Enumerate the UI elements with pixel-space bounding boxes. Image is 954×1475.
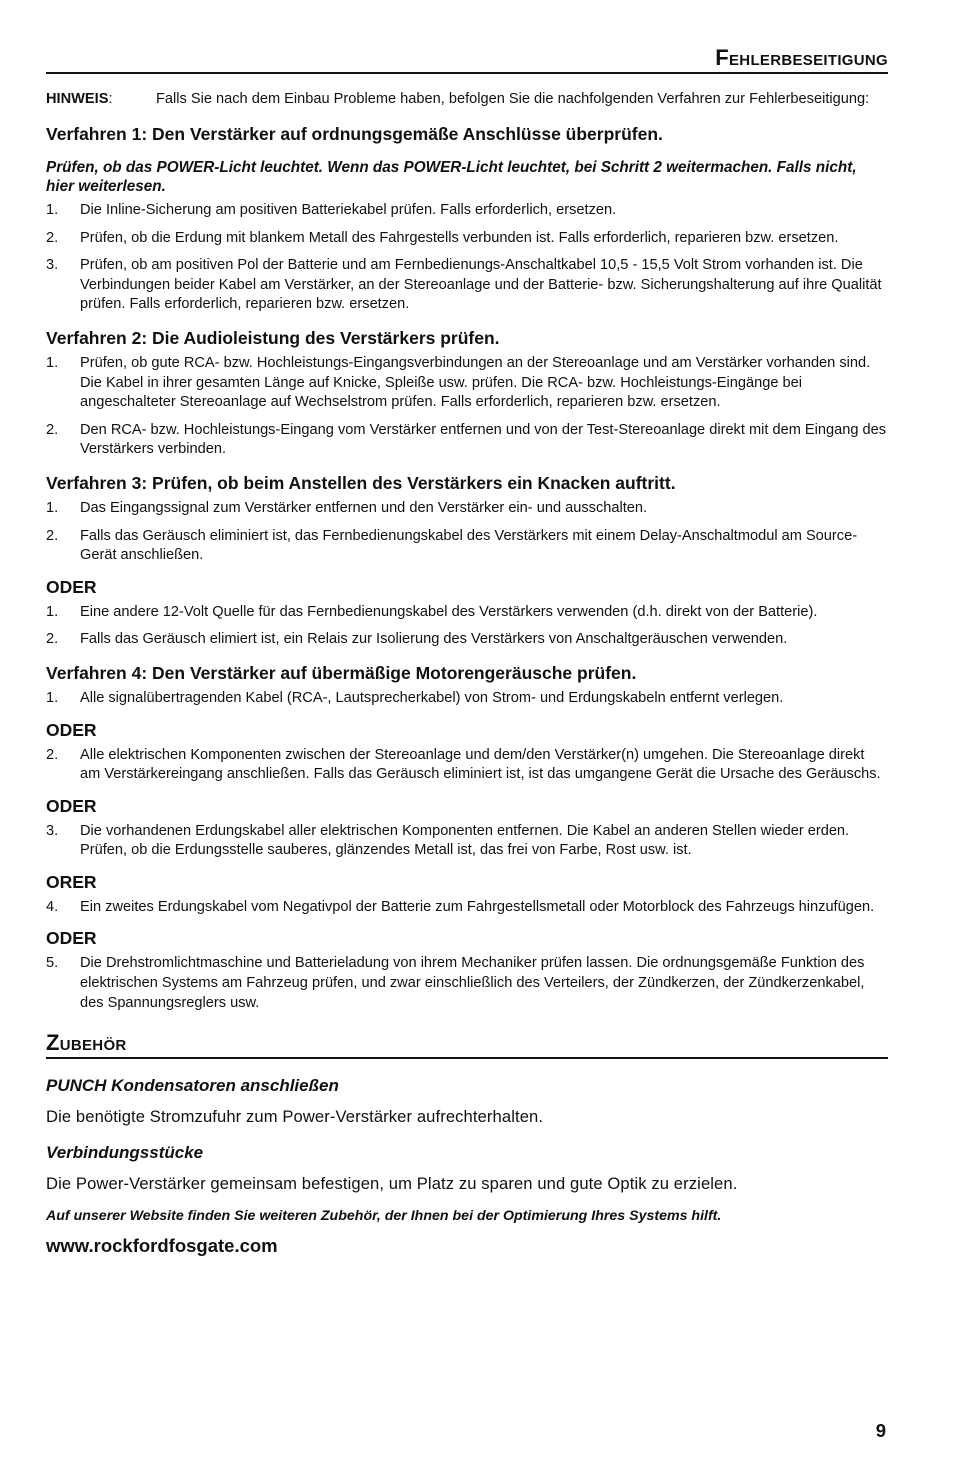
accessories-website-note: Auf unserer Website finden Sie weiteren Zubehör, der Ihnen bei der Optimierung Ihres Systems hilft. <box>46 1208 722 1225</box>
step-text: Die vorhandenen Erdungskabel aller elektrischen Komponenten entfernen. Die Kabel an anderen Stellen wieder erden. Prüfen, ob die Erdungsstelle sauberes, glänzendes Metall ist, das frei von Farbe, Rost usw. ist. <box>80 822 850 859</box>
or-label: ODER <box>46 719 97 740</box>
manual-page <box>46 0 888 1257</box>
list-item <box>46 201 888 221</box>
step-text: Die Drehstromlichtmaschine und Batterieladung von ihrem Mechaniker prüfen lassen. Die ordnungsgemäße Funktion des elektrischen Systems am Fahrzeug prüfen, und zwar einschließlich des Verteilers, der Zündkerzen, der Zündkerzenkabel, des Spannungsreglers usw. <box>80 955 865 1011</box>
step-text: Falls das Geräusch eliminiert ist, das Fernbedienungskabel des Verstärkers mit einem Delay-Anschaltmodul am Source-Gerät anschließen. <box>80 527 858 564</box>
website-link[interactable]: www.rockfordfosgate.com <box>46 1235 278 1257</box>
page-number: 9 <box>875 1420 886 1441</box>
procedure-4-step-3 <box>46 822 888 861</box>
list-item <box>46 229 888 249</box>
step-number: 1. <box>46 689 59 706</box>
list-item <box>46 898 888 918</box>
or-label: ODER <box>46 928 97 949</box>
procedure-4-step-4 <box>46 898 888 918</box>
list-item <box>46 746 888 785</box>
list-item <box>46 630 888 650</box>
step-number: 3. <box>46 822 59 839</box>
procedure-2-heading: Verfahren 2: Die Audioleistung des Verstärkers prüfen. <box>46 327 500 348</box>
step-number: 2. <box>46 746 59 763</box>
section-title: Fehlerbeseitigung <box>715 45 888 70</box>
accessory-text-connectors: Die Power-Verstärker gemeinsam befestigen, um Platz zu sparen und gute Optik zu erzielen. <box>46 1174 738 1194</box>
or-label: ODER <box>46 576 97 597</box>
step-text: Alle signalübertragenden Kabel (RCA-, Lautsprecherkabel) von Strom- und Erdungskabeln entfernt verlegen. <box>80 689 784 706</box>
note-label-colon: : <box>108 91 113 107</box>
step-number: 1. <box>46 354 59 371</box>
note-label: HINWEIS <box>46 91 109 107</box>
list-item <box>46 499 888 519</box>
list-item <box>46 256 888 315</box>
step-text: Prüfen, ob die Erdung mit blankem Metall des Fahrgestells verbunden ist. Falls erforderlich, reparieren bzw. ersetzen. <box>80 229 839 246</box>
note-label-wrap <box>46 90 156 109</box>
list-item <box>46 603 888 623</box>
procedure-3-alt-steps <box>46 603 888 650</box>
list-item <box>46 354 888 413</box>
procedure-4-heading: Verfahren 4: Den Verstärker auf übermäßige Motorengeräusche prüfen. <box>46 662 637 683</box>
step-number: 2. <box>46 421 59 438</box>
note-block <box>46 90 888 109</box>
step-number: 2. <box>46 229 59 246</box>
list-item <box>46 954 888 1013</box>
procedure-1-heading: Verfahren 1: Den Verstärker auf ordnungsgemäße Anschlüsse überprüfen. <box>46 124 663 144</box>
step-number: 2. <box>46 631 59 648</box>
step-text: Den RCA- bzw. Hochleistungs-Eingang vom Verstärker entfernen und von der Test-Stereoanlage direkt mit dem Eingang des Verstärkers verbinden. <box>80 421 887 458</box>
step-text: Ein zweites Erdungskabel vom Negativpol der Batterie zum Fahrgestellsmetall oder Motorblock des Fahrzeugs hinzufügen. <box>80 898 875 915</box>
step-text: Falls das Geräusch elimiert ist, ein Relais zur Isolierung des Verstärkers von Anschaltgeräuschen verwenden. <box>80 631 788 648</box>
list-item <box>46 689 888 709</box>
section-title: Zubehör <box>46 1030 127 1056</box>
section-header-accessories <box>46 1031 888 1059</box>
accessory-title-connectors: Verbindungsstücke <box>46 1143 204 1163</box>
list-item <box>46 421 888 460</box>
procedure-1-steps <box>46 201 888 315</box>
or-label: ODER <box>46 795 97 816</box>
procedure-1-intro: Prüfen, ob das POWER-Licht leuchtet. Wenn das POWER-Licht leuchtet, bei Schritt 2 weitermachen. Falls nicht, hier weiterlesen. <box>46 159 857 195</box>
note-text: Falls Sie nach dem Einbau Probleme haben, befolgen Sie die nachfolgenden Verfahren zur Fehlerbeseitigung: <box>156 91 870 107</box>
step-text: Alle elektrischen Komponenten zwischen der Stereoanlage und dem/den Verstärker(n) umgehen. Die Stereoanlage direkt am Verstärkereingang anschließen. Falls das Geräusch eliminiert ist, ist das umgangene Gerät die Ursache des Geräuschs. <box>80 746 881 783</box>
step-text: Eine andere 12-Volt Quelle für das Fernbedienungskabel des Verstärkers verwenden (d.h. direkt von der Batterie). <box>80 603 818 620</box>
step-text: Prüfen, ob am positiven Pol der Batterie und am Fernbedienungs-Anschaltkabel 10,5 - 15,5 Volt Strom vorhanden ist. Die Verbindungen beider Kabel am Verstärker, an der Stereoanlage und der Batterie- bzw. Sicherungshalterung auf ihre Qualität prüfen. Falls erforderlich, reparieren bzw. ersetzen. <box>80 257 882 313</box>
accessory-text-capacitors: Die benötigte Stromzufuhr zum Power-Verstärker aufrechterhalten. <box>46 1107 544 1127</box>
step-number: 1. <box>46 603 59 620</box>
step-text: Prüfen, ob gute RCA- bzw. Hochleistungs-Eingangsverbindungen an der Stereoanlage und am Verstärker vorhanden sind. Die Kabel in ihrer gesamten Länge auf Knicke, Spleiße usw. prüfen. Die RCA- bzw. Hochleistungs-Eingänge bei angeschalteter Stereoanlage auf Wechselstrom prüfen. Falls erforderlich, reparieren bzw. ersetzen. <box>80 354 871 411</box>
step-number: 2. <box>46 527 59 544</box>
procedure-4-step-2 <box>46 746 888 785</box>
accessory-title-capacitors: PUNCH Kondensatoren anschließen <box>46 1076 339 1096</box>
procedure-3-heading: Verfahren 3: Prüfen, ob beim Anstellen des Verstärkers ein Knacken auftritt. <box>46 472 676 493</box>
step-number: 1. <box>46 499 59 516</box>
step-number: 5. <box>46 955 59 972</box>
list-item <box>46 822 888 861</box>
list-item <box>46 527 888 566</box>
step-number: 3. <box>46 257 59 274</box>
or-label: ORER <box>46 871 97 892</box>
procedure-4-step-5 <box>46 954 888 1013</box>
step-number: 4. <box>46 898 59 915</box>
step-number: 1. <box>46 202 59 218</box>
step-text: Das Eingangssignal zum Verstärker entfernen und den Verstärker ein- und ausschalten. <box>80 499 648 516</box>
procedure-3-steps <box>46 499 888 566</box>
section-header-troubleshooting <box>46 46 888 74</box>
procedure-2-steps <box>46 354 888 460</box>
step-text: Die Inline-Sicherung am positiven Batteriekabel prüfen. Falls erforderlich, ersetzen. <box>80 202 617 218</box>
procedure-4-step-1 <box>46 689 888 709</box>
